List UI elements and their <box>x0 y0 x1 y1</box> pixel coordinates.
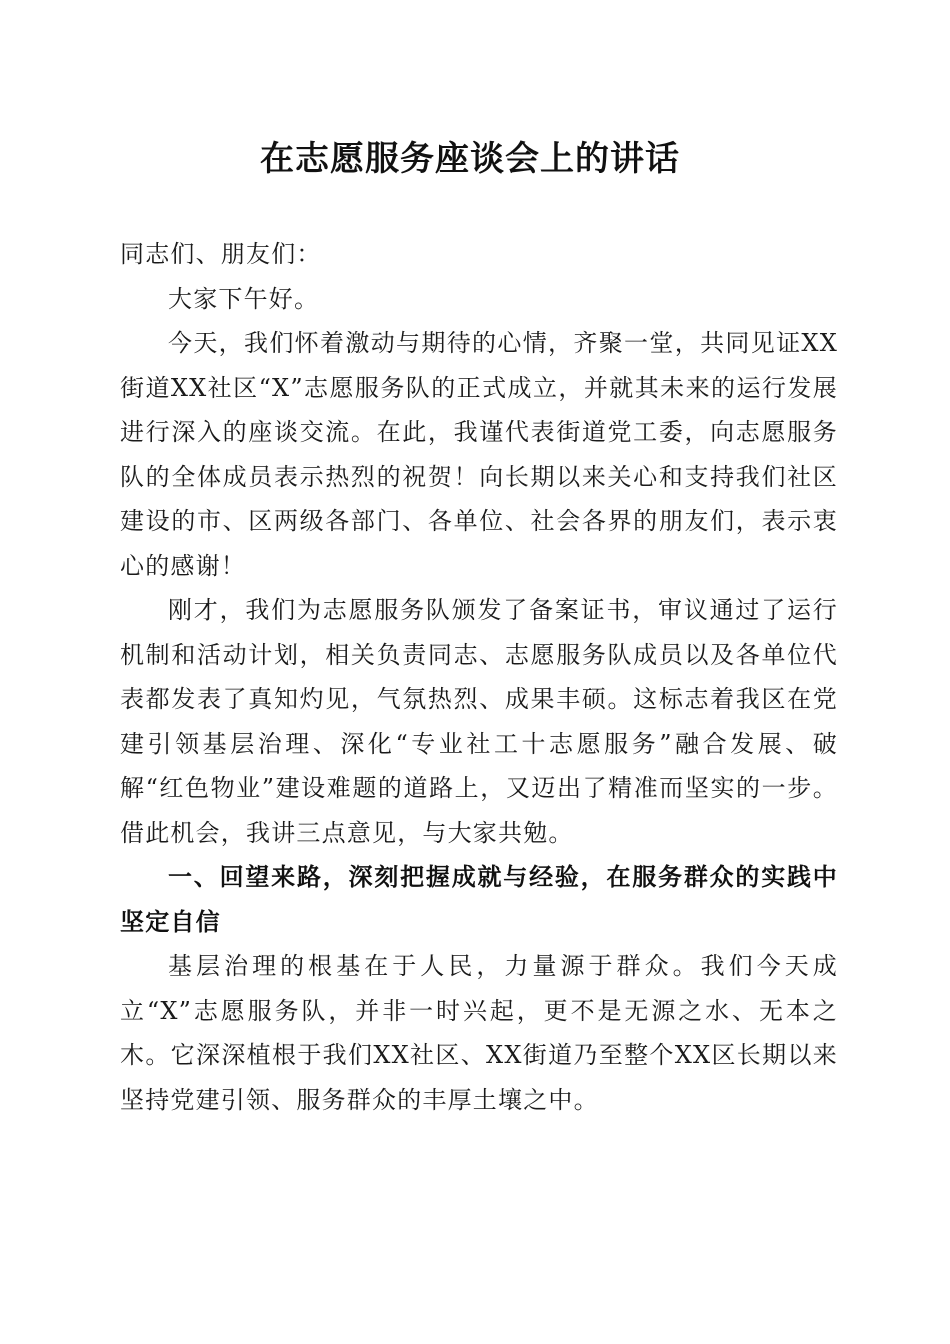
body-paragraph-2: 刚才，我们为志愿服务队颁发了备案证书，审议通过了运行机制和活动计划，相关负责同志、志愿服务队成员以及各单位代表都发表了真知灼见，气氛热烈、成果丰硕。这标志着我区在党建引领基层治理、深化“专业社工十志愿服务”融合发展、破解“红色物业”建设难题的道路上，又迈出了精准而坚实的一步。借此机会，我讲三点意见，与大家共勉。 <box>120 596 838 847</box>
body-paragraph-1: 今天，我们怀着激动与期待的心情，齐聚一堂，共同见证XX街道XX社区“X”志愿服务队的正式成立，并就其未来的运行发展进行深入的座谈交流。在此，我谨代表街道党工委，向志愿服务队的全体成员表示热烈的祝贺！向长期以来关心和支持我们社区建设的市、区两级各部门、各单位、社会各界的朋友们，表示衷心的感谢！ <box>120 329 838 580</box>
document-body <box>120 232 838 1122</box>
section-heading-1: 一、回望来路，深刻把握成就与经验，在服务群众的实践中坚定自信 <box>120 863 838 936</box>
document-title: 在志愿服务座谈会上的讲话 <box>260 139 680 179</box>
greeting: 大家下午好。 <box>168 284 320 313</box>
salutation: 同志们、朋友们： <box>120 240 322 268</box>
section-paragraph-1: 基层治理的根基在于人民，力量源于群众。我们今天成立“X”志愿服务队，并非一时兴起，更不是无源之水、无本之木。它深深植根于我们XX社区、XX街道乃至整个XX区长期以来坚持党建引领、服务群众的丰厚土壤之中。 <box>120 952 838 1114</box>
